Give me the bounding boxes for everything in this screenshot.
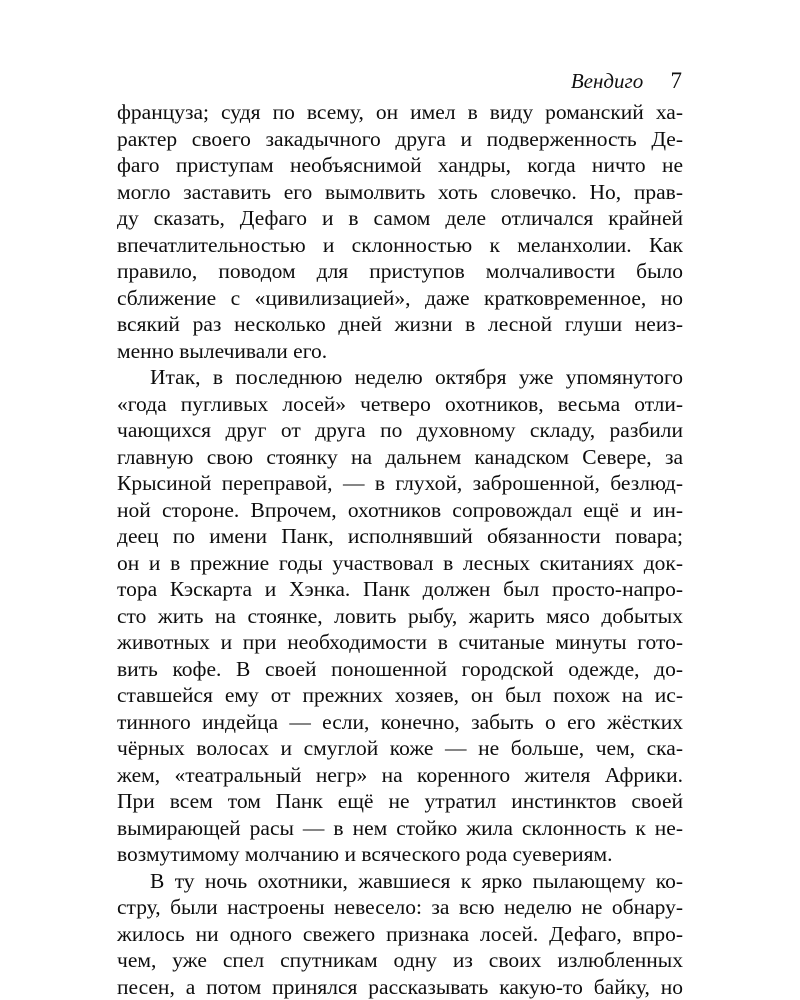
text-line: главную свою стоянку на дальнем канадском Севере, за	[117, 444, 683, 469]
text-line: вымирающей расы — в нем стойко жила склонность к не-	[117, 815, 683, 840]
text-line: ду сказать, Дефаго и в самом деле отличался крайней	[117, 206, 683, 230]
text-line: ставшейся ему от прежних хозяев, он был похож на ис-	[117, 683, 683, 707]
text-line: впечатлительностью и склонностью к меланхолии. Как	[117, 232, 683, 257]
text-line: животных и при необходимости в считаные минуты гото-	[117, 630, 683, 654]
paragraph	[117, 868, 683, 1000]
text-line: «года пугливых лосей» четверо охотников, весьма отли-	[117, 391, 683, 416]
text-line: песен, а потом принялся рассказывать какую-то байку, но	[117, 974, 683, 999]
text-line: он и в прежние годы участвовал в лесных скитаниях док-	[117, 550, 683, 575]
text-line: всякий раз несколько дней жизни в лесной глуши неиз-	[117, 312, 683, 336]
paragraph	[117, 99, 683, 364]
text-line: француза; судя по всему, он имел в виду романский ха-	[117, 100, 683, 124]
text-line: Итак, в последнюю неделю октября уже упомянутого	[150, 365, 683, 389]
text-line: чем, уже спел спутникам одну из своих излюбленных	[117, 948, 683, 972]
text-line: сто жить на стоянке, ловить рыбу, жарить мясо добытых	[117, 603, 683, 628]
text-line: стру, были настроены невесело: за всю неделю не обнару-	[117, 895, 683, 919]
running-title: Вендиго	[570, 69, 644, 93]
text-line: рактер своего закадычного друга и подверженность Де-	[117, 126, 683, 151]
page-number: 7	[670, 68, 682, 93]
text-line: деец по имени Панк, исполнявший обязанности повара;	[117, 524, 683, 548]
text-line: чёрных волосах и смуглой коже — не больше, чем, ска-	[117, 736, 683, 760]
text-line: тора Кэскарта и Хэнка. Панк должен был просто-напро-	[117, 577, 683, 601]
text-line: ной стороне. Впрочем, охотников сопровождал ещё и ин-	[117, 497, 683, 522]
text-line: чающихся друг от друга по духовному складу, разбили	[117, 418, 683, 442]
text-line: тинного индейца — если, конечно, забыть о его жёстких	[117, 709, 683, 734]
text-line: вить кофе. В своей поношенной городской одежде, до-	[117, 656, 683, 681]
text-line: могло заставить его вымолвить хоть словечко. Но, прав-	[117, 179, 683, 204]
text-line: фаго приступам необъяснимой хандры, когда ничто не	[117, 153, 683, 177]
text-line: правило, поводом для приступов молчаливости было	[117, 259, 683, 283]
body-text	[117, 99, 683, 1000]
text-line: жилось ни одного свежего признака лосей. Дефаго, впро-	[117, 921, 683, 946]
paragraph	[117, 364, 683, 868]
text-line: жем, «театральный негр» на коренного жителя Африки.	[117, 762, 683, 787]
text-line: менно вылечивали его.	[117, 338, 328, 363]
text-line: Крысиной переправой, — в глухой, заброшенной, безлюд-	[117, 471, 683, 495]
running-head	[571, 68, 682, 94]
text-line: сближение с «цивилизацией», даже кратковременное, но	[117, 285, 683, 310]
text-line: возмутимому молчанию и всяческого рода суевериям.	[117, 842, 613, 866]
text-line: В ту ночь охотники, жавшиеся к ярко пылающему ко-	[150, 868, 683, 893]
text-line: При всем том Панк ещё не утратил инстинктов своей	[117, 789, 683, 813]
